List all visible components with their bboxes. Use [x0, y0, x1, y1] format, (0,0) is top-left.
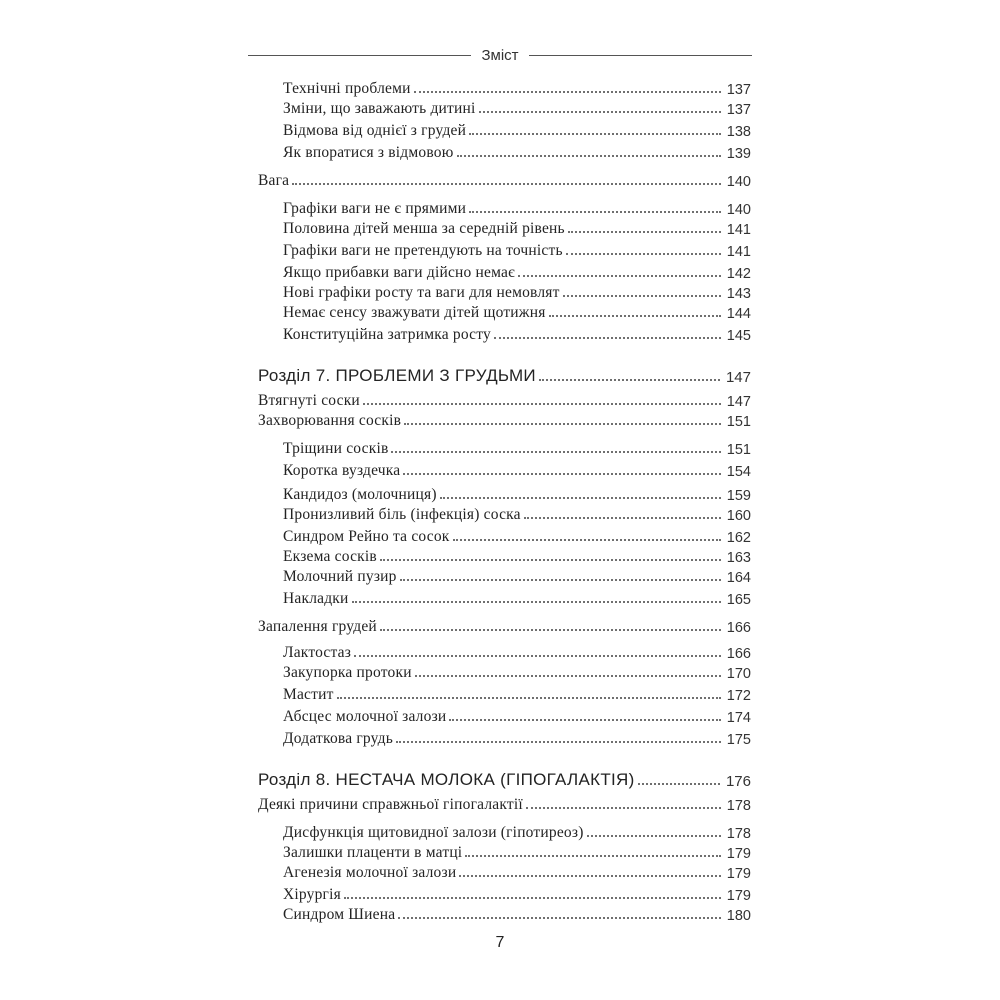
toc-entry-title: Вага — [258, 172, 292, 190]
dot-leader — [524, 517, 721, 519]
toc-entry-title: Нові графіки росту та ваги для немовлят — [283, 284, 563, 302]
toc-entry-title: Синдром Шиена — [283, 906, 398, 924]
toc-section-entry[interactable] — [0, 410, 1000, 430]
dot-leader — [566, 253, 721, 255]
toc-subsection-entry[interactable] — [0, 282, 1000, 302]
toc-entry-title: Половина дітей менша за середній рівень — [283, 220, 568, 238]
toc-entry-page-number: 137 — [726, 82, 751, 98]
dot-leader — [459, 875, 720, 877]
toc-entry-page-number: 163 — [726, 550, 751, 566]
toc-subsection-entry[interactable] — [0, 662, 1000, 682]
dot-leader — [568, 231, 721, 233]
toc-entry-title: Зміни, що заважають дитині — [283, 100, 479, 118]
toc-entry-page-number: 159 — [726, 488, 751, 504]
toc-entry-title: Пронизливий біль (інфекція) соска — [283, 506, 524, 524]
toc-entry-page-number: 147 — [725, 369, 751, 386]
toc-entry-page-number: 140 — [726, 174, 751, 190]
dot-leader — [344, 897, 721, 899]
dot-leader — [292, 183, 721, 185]
toc-entry-title: Кандидоз (молочниця) — [283, 486, 440, 504]
toc-entry-page-number: 151 — [726, 442, 751, 458]
toc-entry-page-number: 175 — [726, 732, 751, 748]
toc-entry-title: Молочний пузир — [283, 568, 400, 586]
toc-entry-title: Розділ 8. НЕСТАЧА МОЛОКА (ГІПОГАЛАКТІЯ) — [258, 770, 638, 790]
toc-subsection-entry[interactable] — [0, 98, 1000, 118]
toc-subsection-entry[interactable] — [0, 706, 1000, 726]
dot-leader — [404, 423, 721, 425]
toc-subsection-entry[interactable] — [0, 684, 1000, 704]
dot-leader — [391, 451, 720, 453]
toc-entry-page-number: 174 — [726, 710, 751, 726]
toc-subsection-entry[interactable] — [0, 504, 1000, 524]
dot-leader — [440, 497, 721, 499]
toc-entry-page-number: 141 — [726, 222, 751, 238]
header-title: Зміст — [481, 46, 519, 64]
toc-entry-title: Дисфункція щитовидної залози (гіпотиреоз) — [283, 824, 587, 842]
toc-entry-page-number: 147 — [726, 394, 751, 410]
toc-entry-page-number: 138 — [726, 124, 751, 140]
toc-entry-title: Як впоратися з відмовою — [283, 144, 457, 162]
toc-entry-page-number: 170 — [726, 666, 751, 682]
toc-subsection-entry[interactable] — [0, 862, 1000, 882]
toc-subsection-entry[interactable] — [0, 240, 1000, 260]
toc-subsection-entry[interactable] — [0, 526, 1000, 546]
toc-entry-title: Лактостаз — [283, 644, 354, 662]
toc-entry-page-number: 172 — [726, 688, 751, 704]
toc-entry-page-number: 144 — [726, 306, 751, 322]
dot-leader — [414, 91, 721, 93]
toc-chapter-entry[interactable] — [0, 766, 1000, 790]
toc-subsection-entry[interactable] — [0, 566, 1000, 586]
page-number: 7 — [495, 934, 505, 951]
toc-entry-title: Деякі причини справжньої гіпогалактії — [258, 796, 526, 814]
toc-entry-title: Розділ 7. ПРОБЛЕМИ З ГРУДЬМИ — [258, 366, 539, 386]
header-rule-right — [529, 55, 752, 56]
toc-entry-page-number: 145 — [726, 328, 751, 344]
toc-entry-page-number: 137 — [726, 102, 751, 118]
dot-leader — [354, 655, 721, 657]
dot-leader — [563, 295, 721, 297]
toc-subsection-entry[interactable] — [0, 546, 1000, 566]
toc-subsection-entry[interactable] — [0, 822, 1000, 842]
toc-subsection-entry[interactable] — [0, 642, 1000, 662]
dot-leader — [337, 697, 721, 699]
toc-subsection-entry[interactable] — [0, 120, 1000, 140]
toc-entry-title: Накладки — [283, 590, 352, 608]
toc-entry-page-number: 178 — [726, 798, 751, 814]
toc-entry-title: Хірургія — [283, 886, 344, 904]
toc-entry-page-number: 166 — [726, 620, 751, 636]
toc-subsection-entry[interactable] — [0, 218, 1000, 238]
toc-subsection-entry[interactable] — [0, 884, 1000, 904]
toc-entry-page-number: 165 — [726, 592, 751, 608]
toc-entry-page-number: 179 — [726, 846, 751, 862]
dot-leader — [380, 559, 721, 561]
toc-entry-page-number: 143 — [726, 286, 751, 302]
dot-leader — [403, 473, 720, 475]
dot-leader — [363, 403, 721, 405]
dot-leader — [400, 579, 721, 581]
dot-leader — [396, 741, 721, 743]
toc-entry-title: Запалення грудей — [258, 618, 380, 636]
dot-leader — [518, 275, 721, 277]
toc-entry-title: Конституційна затримка росту — [283, 326, 494, 344]
toc-entry-page-number: 164 — [726, 570, 751, 586]
toc-entry-title: Технічні проблеми — [283, 80, 414, 98]
dot-leader — [465, 855, 720, 857]
toc-entry-title: Мастит — [283, 686, 337, 704]
dot-leader — [449, 719, 720, 721]
toc-entry-page-number: 139 — [726, 146, 751, 162]
toc-subsection-entry[interactable] — [0, 438, 1000, 458]
dot-leader — [352, 601, 721, 603]
toc-entry-page-number: 162 — [726, 530, 751, 546]
toc-entry-title: Графіки ваги не претендують на точність — [283, 242, 566, 260]
toc-subsection-entry[interactable] — [0, 728, 1000, 748]
toc-section-entry[interactable] — [0, 616, 1000, 636]
toc-subsection-entry[interactable] — [0, 904, 1000, 924]
toc-entry-page-number: 179 — [726, 888, 751, 904]
toc-entry-page-number: 141 — [726, 244, 751, 260]
toc-entry-title: Відмова від однієї з грудей — [283, 122, 469, 140]
toc-subsection-entry[interactable] — [0, 78, 1000, 98]
toc-entry-title: Коротка вуздечка — [283, 462, 403, 480]
dot-leader — [526, 807, 721, 809]
toc-entry-title: Абсцес молочної залози — [283, 708, 449, 726]
dot-leader — [587, 835, 721, 837]
toc-entry-title: Якщо прибавки ваги дійсно немає — [283, 264, 518, 282]
dot-leader — [380, 629, 721, 631]
toc-entry-title: Закупорка протоки — [283, 664, 415, 682]
dot-leader — [638, 783, 720, 785]
toc-subsection-entry[interactable] — [0, 842, 1000, 862]
toc-entry-title: Графіки ваги не є прямими — [283, 200, 469, 218]
header-rule-left — [248, 55, 471, 56]
toc-entry-page-number: 179 — [726, 866, 751, 882]
toc-entry-page-number: 142 — [726, 266, 751, 282]
dot-leader — [469, 211, 721, 213]
toc-subsection-entry[interactable] — [0, 484, 1000, 504]
toc-subsection-entry[interactable] — [0, 588, 1000, 608]
toc-entry-page-number: 154 — [726, 464, 751, 480]
toc-section-entry[interactable] — [0, 794, 1000, 814]
toc-entry-title: Екзема сосків — [283, 548, 380, 566]
toc-entry-page-number: 140 — [726, 202, 751, 218]
toc-entry-title: Синдром Рейно та сосок — [283, 528, 453, 546]
toc-entry-title: Захворювання сосків — [258, 412, 404, 430]
toc-subsection-entry[interactable] — [0, 198, 1000, 218]
toc-entry-title: Додаткова грудь — [283, 730, 396, 748]
dot-leader — [539, 379, 720, 381]
toc-chapter-entry[interactable] — [0, 362, 1000, 386]
toc-subsection-entry[interactable] — [0, 324, 1000, 344]
toc-entry-title: Немає сенсу зважувати дітей щотижня — [283, 304, 549, 322]
toc-entry-title: Втягнуті соски — [258, 392, 363, 410]
toc-entry-title: Залишки плаценти в матці — [283, 844, 465, 862]
dot-leader — [549, 315, 721, 317]
running-header — [248, 44, 752, 66]
toc-entry-page-number: 160 — [726, 508, 751, 524]
dot-leader — [469, 133, 721, 135]
toc-section-entry[interactable] — [0, 170, 1000, 190]
toc-subsection-entry[interactable] — [0, 142, 1000, 162]
toc-entry-page-number: 178 — [726, 826, 751, 842]
toc-subsection-entry[interactable] — [0, 302, 1000, 322]
dot-leader — [457, 155, 721, 157]
toc-entry-title: Агенезія молочної залози — [283, 864, 459, 882]
dot-leader — [479, 111, 721, 113]
toc-subsection-entry[interactable] — [0, 262, 1000, 282]
dot-leader — [398, 917, 721, 919]
dot-leader — [415, 675, 721, 677]
toc-entry-page-number: 176 — [725, 773, 751, 790]
toc-section-entry[interactable] — [0, 390, 1000, 410]
toc-entry-page-number: 166 — [726, 646, 751, 662]
dot-leader — [453, 539, 721, 541]
toc-subsection-entry[interactable] — [0, 460, 1000, 480]
toc-entry-page-number: 151 — [726, 414, 751, 430]
toc-entry-title: Тріщини сосків — [283, 440, 391, 458]
dot-leader — [494, 337, 721, 339]
toc-entry-page-number: 180 — [726, 908, 751, 924]
